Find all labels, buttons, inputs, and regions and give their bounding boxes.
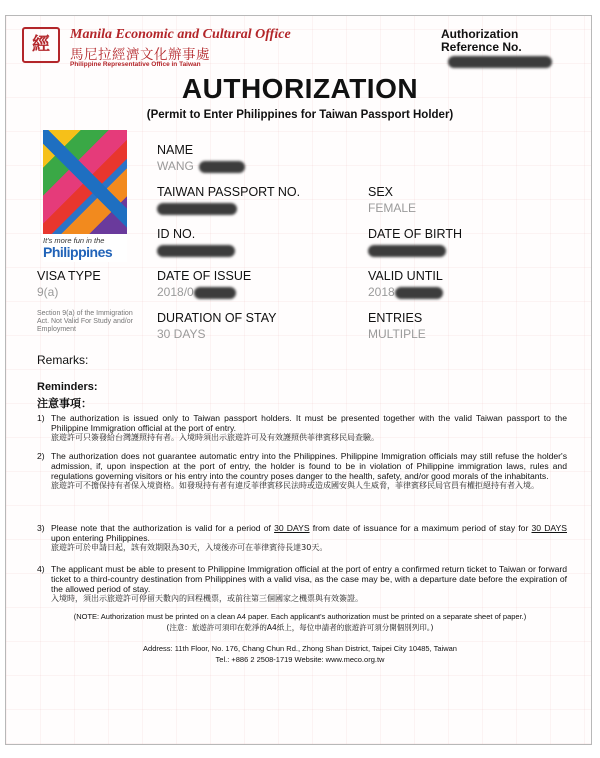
remarks-label: Remarks: [37,353,89,367]
reminder-number: 4) [37,564,45,574]
reminder-text-zh: 入境時，須出示旅遊許可停留天數內的回程機票，或前往第三個國家之機票與有效簽證。 [51,594,363,603]
document-title: AUTHORIZATION [181,73,419,104]
passport-label: TAIWAN PASSPORT NO. [157,185,301,199]
passport-redacted [157,203,237,215]
name-redacted [199,161,245,173]
reminder-text-zh: 旅遊許可於申請日起，該有效期限為30天，入境後亦可在菲律賓待長達30天。 [51,543,328,552]
reminder-item [37,564,567,604]
valid-until-redacted [395,287,443,299]
reference-number-redacted [448,56,552,68]
reminder-number: 2) [37,451,45,461]
reminder-text-en [51,523,567,543]
date-issue-redacted [194,287,236,299]
poster-artwork-icon [43,130,127,234]
reminder-text-zh: 旅遊許可只簽發給台灣護照持有者。入境時須出示旅遊許可及有效護照供菲律賓移民局查驗。 [51,433,379,442]
reminder-item [37,413,567,443]
reminder-item [37,451,567,491]
name-label: NAME [157,143,194,157]
office-name-zh: 馬尼拉經濟文化辦事處 [70,47,210,63]
id-redacted [157,245,235,257]
valid-until-label: VALID UNTIL [368,269,443,283]
ref-label-line1: Authorization [441,27,519,41]
visa-type-label: VISA TYPE [37,269,101,283]
office-name-en: Manila Economic and Cultural Office [70,27,291,42]
footer-address: Address: 11th Floor, No. 176, Chang Chun Rd., Zhong Shan District, Taipei City 10485, Taiwan [143,644,457,653]
reminder-text-en: The applicant must be able to present to Philippine Immigration official at the port of entry a confirmed return ticket to Taiwan or forward ticket to a third-country destination from Philippines with a valid visa, as the case may be, with a departure date before the expiration of the allowed period of stay. [51,564,567,594]
reminder-text-en: The authorization is issued only to Taiwan passport holders. It must be presented together with the valid Taiwan passport to the Philippine Immigration official at the port of entry. [51,413,567,433]
dob-redacted [368,245,446,257]
reminders-heading-en: Reminders: [37,381,98,393]
valid-until-text: 2018 [368,285,395,299]
duration-label: DURATION OF STAY [157,311,277,325]
date-issue-text: 2018/0 [157,285,194,299]
visa-note: Section 9(a) of the Immigration Act. Not Valid For Study and/or Employment [37,310,133,333]
name-value [157,159,245,173]
dob-label: DATE OF BIRTH [368,227,462,241]
date-issue-label: DATE OF ISSUE [157,269,252,283]
authorization-document [5,15,592,745]
entries-label: ENTRIES [368,311,423,325]
entries-value: MULTIPLE [368,327,426,341]
reminder-text-en: The authorization does not guarantee automatic entry into the Philippines. Philippine Immigration officials may still refuse the holder's admission, if, upon inspection at the port of entry, the holder is found to be in violation of Philippine immigration laws, rules and regulations governing visitors or his entry into the country poses danger to the health, safety, and/or good morals of the inhabitants. [51,451,567,481]
reminder-number: 1) [37,413,45,423]
meco-seal-icon: 經 [22,27,60,63]
valid-until-value [368,285,443,299]
poster-tagline: It's more fun in the [43,236,105,245]
reference-number-label [441,28,522,54]
date-issue-value [157,285,236,299]
print-note-en: (NOTE: Authorization must be printed on a clean A4 paper. Each applicant's authorization must be printed on a separate sheet of paper.) [73,612,527,621]
sex-value: FEMALE [368,201,417,215]
validity-days: 30 DAYS [274,523,310,533]
stay-days: 30 DAYS [531,523,567,533]
reminder-text-part: from date of issuance for a maximum period of stay for [312,523,529,533]
ref-label-line2: Reference No. [441,40,522,54]
document-subtitle: (Permit to Enter Philippines for Taiwan Passport Holder) [146,109,454,121]
office-subtitle: Philippine Representative Office in Taiwan [70,61,201,68]
id-label: ID NO. [157,227,196,241]
reminder-text-zh: 旅遊許可不擔保持有者保入境資格。如發現持有者有違反菲律賓移民法時或造成國安與人生威脅，菲律賓移民局官員有權拒絕持有者入境。 [51,481,539,490]
reminder-item [37,523,567,553]
reminders-heading-zh: 注意事項： [37,397,92,410]
poster-word: Philippines [43,244,113,260]
reminder-number: 3) [37,523,45,533]
visa-type-value: 9(a) [37,285,59,299]
duration-value: 30 DAYS [157,327,206,341]
reminder-text-part: upon entering Philippines. [51,533,150,543]
reminder-text-part: Please note that the authorization is valid for a period of [51,523,271,533]
print-note-zh: (注意：旅遊許可須印在乾淨的A4紙上，每位申請者的旅遊許可須分開個別列印。) [166,623,434,632]
philippines-poster [43,130,127,262]
footer-contact: Tel.: +886 2 2508-1719 Website: www.meco.org.tw [215,655,385,664]
sex-label: SEX [368,185,394,199]
name-value-text: WANG [157,159,194,173]
